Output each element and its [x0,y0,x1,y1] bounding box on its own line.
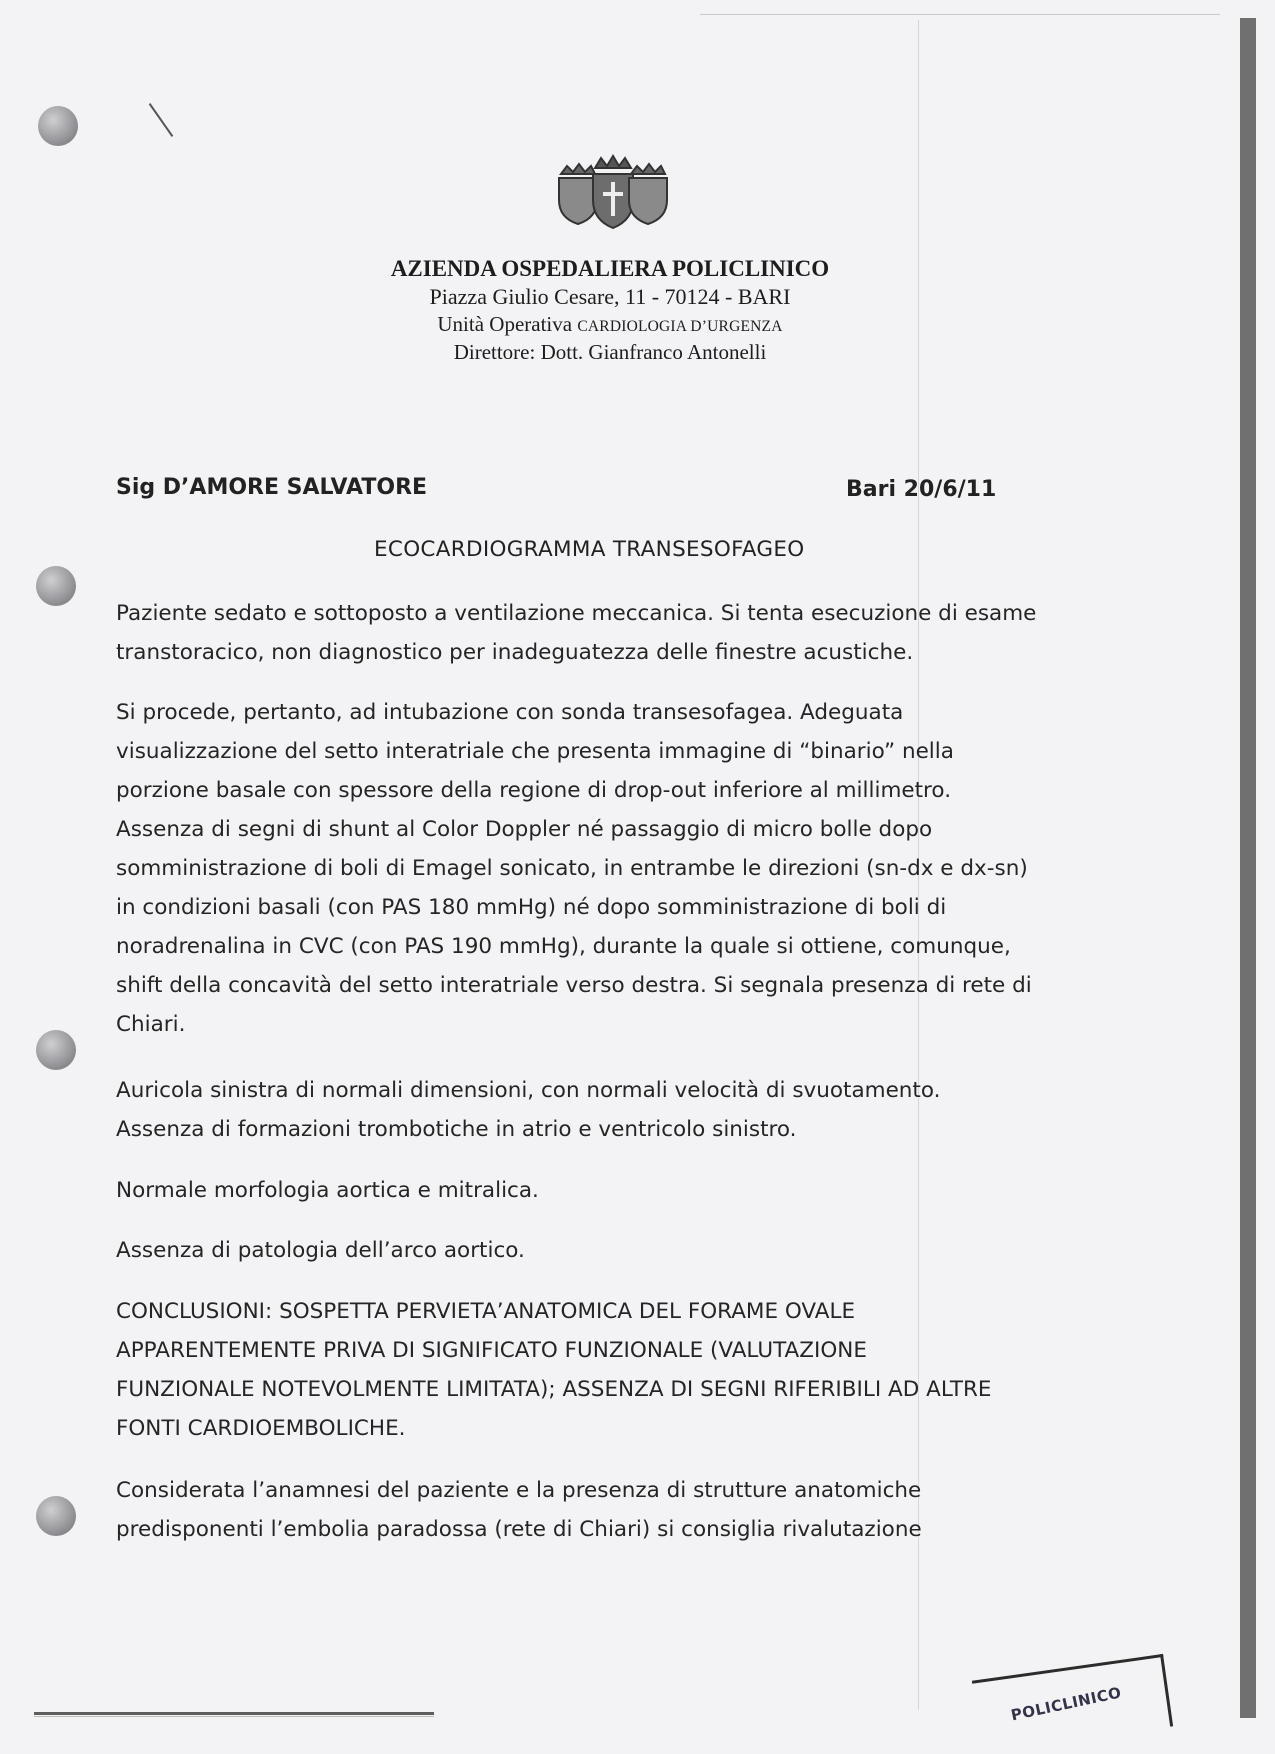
unit-name: CARDIOLOGIA D’URGENZA [577,318,783,335]
punch-hole [36,566,76,606]
punch-hole [36,1496,76,1536]
scan-edge-bar [1240,18,1256,1718]
paragraph-aortic-arch [116,1231,525,1270]
text-line: shift della concavità del setto interatriale verso destra. Si segnala presenza di rete di [116,973,1032,998]
unit-line [0,312,1220,337]
text-line: Assenza di segni di shunt al Color Doppler né passaggio di micro bolle dopo [116,817,933,842]
text-line: FUNZIONALE NOTEVOLMENTE LIMITATA); ASSENZA DI SEGNI RIFERIBILI AD ALTRE [116,1377,992,1402]
paragraph-intro [116,594,1036,672]
text-line: noradrenalina in CVC (con PAS 190 mmHg), durante la quale si ottiene, comunque, [116,934,1011,959]
punch-hole [36,1030,76,1070]
patient-name: Sig D’AMORE SALVATORE [116,475,428,500]
text-line: transtoracico, non diagnostico per inadeguatezza delle finestre acustiche. [116,640,914,665]
pen-mark [149,103,174,137]
paragraph-recommendation [116,1471,922,1549]
report-date: Bari 20/6/11 [846,477,997,502]
paragraph-auricle [116,1071,940,1149]
text-line: somministrazione di boli di Emagel sonicato, in entrambe le direzioni (sn-dx e dx-sn) [116,856,1028,881]
text-line: Si procede, pertanto, ad intubazione con sonda transesofagea. Adeguata [116,700,904,725]
paragraph-morphology [116,1171,539,1210]
paragraph-procedure [116,693,1032,1044]
text-line: Normale morfologia aortica e mitralica. [116,1178,539,1203]
text-line: predisponenti l’embolia paradossa (rete di Chiari) si consiglia rivalutazione [116,1517,922,1542]
text-line: FONTI CARDIOEMBOLICHE. [116,1416,406,1441]
text-line: in condizioni basali (con PAS 180 mmHg) né dopo somministrazione di boli di [116,895,947,920]
scan-artifact-line [700,14,1220,15]
text-line: porzione basale con spessore della regione di drop-out inferiore al millimetro. [116,778,952,803]
text-line: Auricola sinistra di normali dimensioni, con normali velocità di svuotamento. [116,1078,941,1103]
hospital-crest-icon [553,152,673,232]
institution-address: Piazza Giulio Cesare, 11 - 70124 - BARI [429,284,791,309]
text-line: Considerata l’anamnesi del paziente e la presenza di strutture anatomiche [116,1478,922,1503]
bottom-rule [34,1712,434,1715]
stamp-text: POLICLINICO [1009,1683,1124,1725]
hospital-stamp [972,1654,1173,1753]
bottom-rule-shadow [34,1716,434,1717]
text-line: Assenza di formazioni trombotiche in atrio e ventricolo sinistro. [116,1117,797,1142]
text-line: Paziente sedato e sottoposto a ventilazione meccanica. Si tenta esecuzione di esame [116,601,1037,626]
unit-prefix: Unità Operativa [437,312,578,336]
text-line: Chiari. [116,1012,186,1037]
paragraph-conclusions [116,1292,992,1448]
director-line: Direttore: Dott. Gianfranco Antonelli [453,340,767,364]
text-line: CONCLUSIONI: SOSPETTA PERVIETA’ANATOMICA DEL FORAME OVALE [116,1299,856,1324]
text-line: Assenza di patologia dell’arco aortico. [116,1238,525,1263]
institution-name: AZIENDA OSPEDALIERA POLICLINICO [390,256,830,281]
text-line: APPARENTEMENTE PRIVA DI SIGNIFICATO FUNZIONALE (VALUTAZIONE [116,1338,867,1363]
text-line: visualizzazione del setto interatriale che presenta immagine di “binario” nella [116,739,954,764]
exam-title: ECOCARDIOGRAMMA TRANSESOFAGEO [374,537,805,562]
punch-hole [38,106,78,146]
